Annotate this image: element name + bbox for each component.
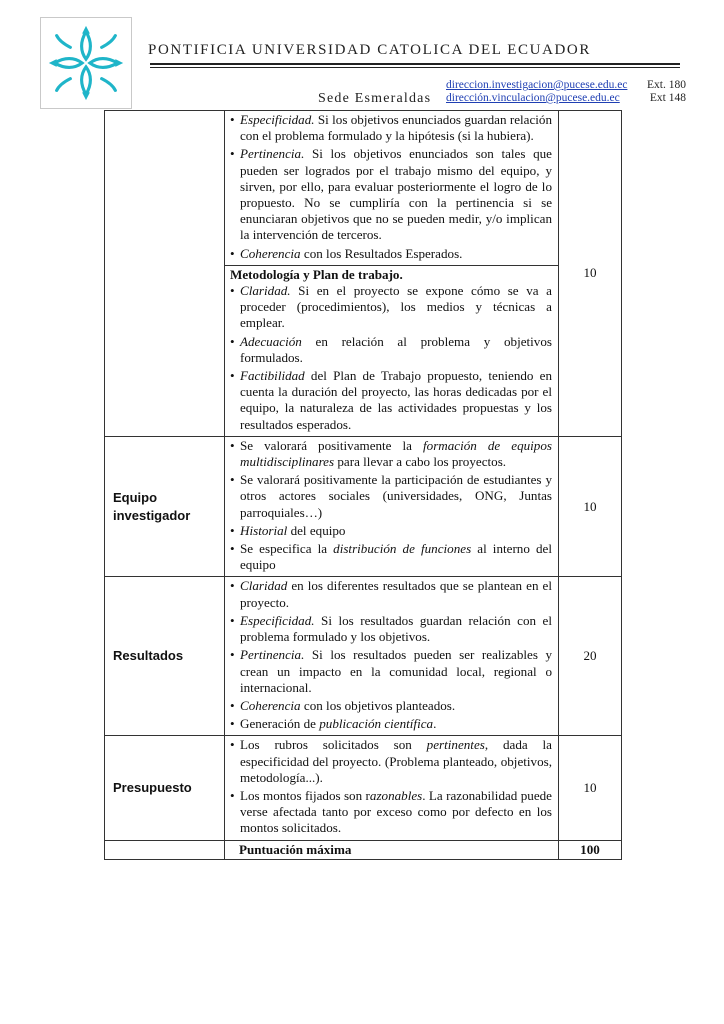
- header-rule-thin: [150, 67, 680, 68]
- budget-criteria-cell: [225, 736, 559, 840]
- extension-investigacion: Ext. 180: [647, 79, 686, 91]
- team-criteria-cell: [225, 436, 559, 577]
- criterion-label: Presupuesto: [105, 736, 225, 840]
- contact-vinculacion: [446, 92, 686, 104]
- list-item: • Historial del equipo: [230, 523, 552, 539]
- points-cell: 10: [559, 111, 622, 437]
- list-item: • Claridad. Si en el proyecto se expone cómo se va a proceder (procedimientos), los medios y técnicas a emplear.: [230, 283, 552, 332]
- points-cell: 10: [559, 736, 622, 840]
- list-item: • Adecuación en relación al problema y objetivos formulados.: [230, 334, 552, 366]
- email-link-investigacion[interactable]: direccion.investigacion@pucese.edu.ec: [446, 79, 628, 91]
- list-item: • Especificidad. Si los objetivos enunciados guardan relación con el problema formulado y la hipótesis (si la hubiera).: [230, 112, 552, 144]
- table-row: [105, 577, 622, 736]
- methodology-criteria-cell: [225, 265, 559, 436]
- list-item: • Coherencia con los Resultados Esperados.: [230, 246, 552, 262]
- evaluation-table: [104, 110, 622, 860]
- list-item: • Generación de publicación científica.: [230, 716, 552, 732]
- header-rule: [150, 63, 680, 65]
- list-item: • Pertinencia. Si los objetivos enunciados son tales que pueden ser logrados por el trabajo mismo del equipo, y sirven, por ello, para evaluar posteriormente el logro de lo propuesto. No se cumpliría con la pertinencia si se enunciaran objetivos que no se pueden medir, y/o implican la intervención de terceros.: [230, 146, 552, 243]
- list-item: • Los rubros solicitados son pertinentes, dada la especificidad del proyecto. (Problema planteado, objetivos, metodología...).: [230, 737, 552, 786]
- contact-investigacion: [446, 79, 686, 91]
- points-cell: 20: [559, 577, 622, 736]
- list-item: • Se valorará positivamente la formación de equipos multidisciplinares para llevar a cabo los proyectos.: [230, 438, 552, 470]
- pucese-cross-logo-icon: [41, 18, 131, 108]
- list-item: • Pertinencia. Si los resultados pueden ser realizables y crean un impacto en la comunidad local, regional o internacional.: [230, 647, 552, 696]
- total-row: [105, 840, 622, 859]
- points-cell: 10: [559, 436, 622, 577]
- criterion-cell-empty: [105, 111, 225, 437]
- list-item: • Los montos fijados son razonables. La razonabilidad puede verse afectada tanto por exceso como por defecto en los montos solicitados.: [230, 788, 552, 837]
- total-points: 100: [559, 840, 622, 859]
- total-empty-cell: [105, 840, 225, 859]
- university-name: PONTIFICIA UNIVERSIDAD CATOLICA DEL ECUADOR: [148, 42, 591, 58]
- criterion-label: Resultados: [105, 577, 225, 736]
- table-row: [105, 436, 622, 577]
- table-row: [105, 736, 622, 840]
- list-item: • Claridad en los diferentes resultados que se plantean en el proyecto.: [230, 578, 552, 610]
- table-row: [105, 111, 622, 266]
- university-logo: [40, 17, 132, 109]
- list-item: • Especificidad. Si los resultados guardan relación con el problema formulado y los objetivos.: [230, 613, 552, 645]
- criterion-label: Equipo investigador: [105, 436, 225, 577]
- list-item: • Se valorará positivamente la participación de estudiantes y otros actores sociales (universidades, ONG, Juntas parroquiales…): [230, 472, 552, 521]
- list-item: • Se especifica la distribución de funciones al interno del equipo: [230, 541, 552, 573]
- email-link-vinculacion[interactable]: dirección.vinculacion@pucese.edu.ec: [446, 92, 620, 104]
- objectives-criteria-cell: [225, 111, 559, 266]
- extension-vinculacion: Ext 148: [649, 92, 686, 104]
- list-item: • Factibilidad del Plan de Trabajo propuesto, teniendo en cuenta la duración del proyecto, las horas dedicadas por el equipo, la naturaleza de las actividades propuestas y los resultados esperados.: [230, 368, 552, 433]
- campus-name: Sede Esmeraldas: [318, 91, 432, 106]
- section-title: Metodología y Plan de trabajo.: [230, 266, 403, 282]
- results-criteria-cell: [225, 577, 559, 736]
- list-item: • Coherencia con los objetivos planteados.: [230, 698, 552, 714]
- total-label: Puntuación máxima: [225, 840, 559, 859]
